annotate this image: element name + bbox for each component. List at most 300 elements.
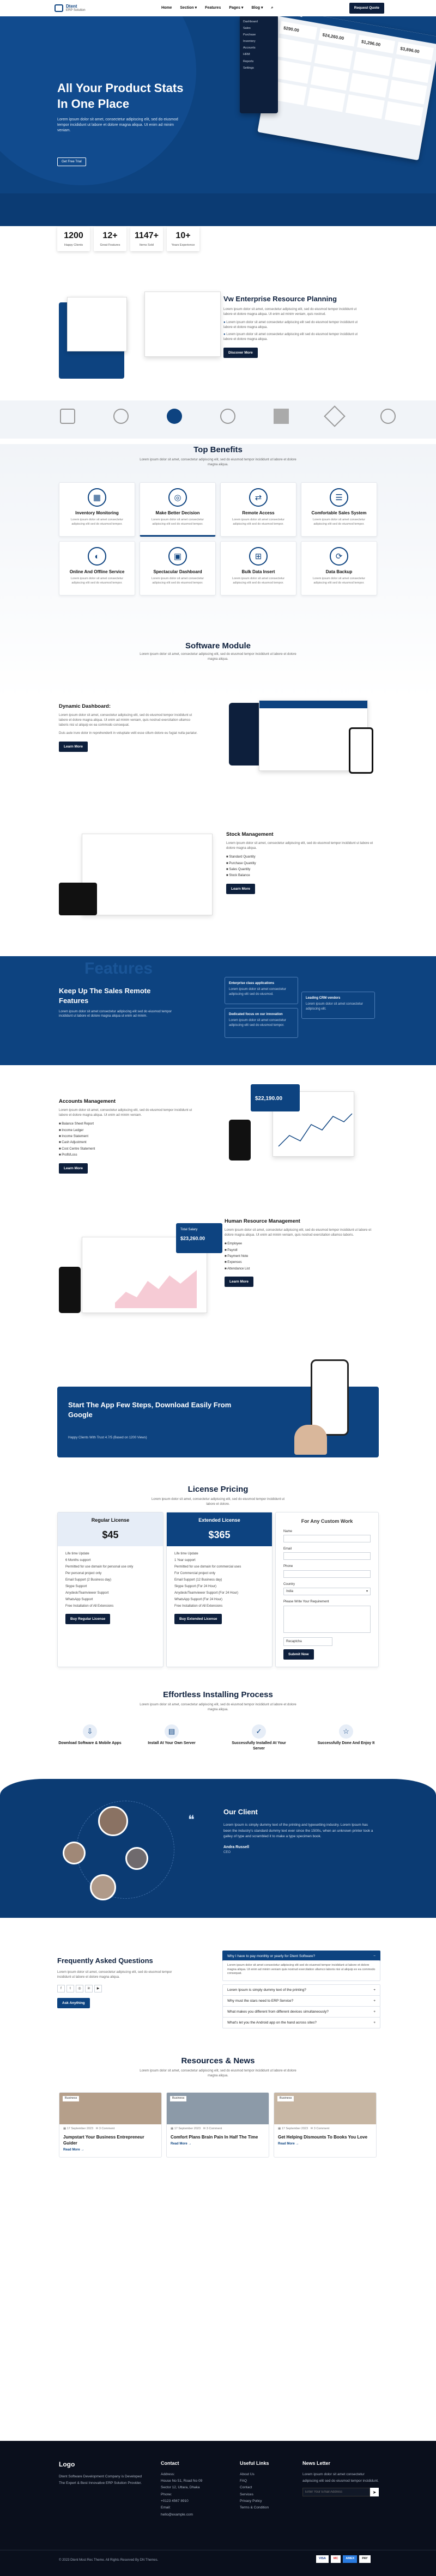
footer-contact-line: House No 51, Road No 09 xyxy=(161,2478,203,2483)
pricing-card-regular xyxy=(57,1512,164,1667)
install-step xyxy=(57,1724,123,1746)
accounts-text: Lorem ipsum dolor sit amet, consectetur adipiscing elit, sed do eiusmod tempor incididunt ut labore et dolore magna aliqua. Ut enim ad minim veniam. xyxy=(59,1109,192,1117)
erp-text: Lorem ipsum dolor sit amet, consectetur adipiscing elit, sed do eiusmod tempor incididunt ut labore et dolore magna aliqua. Ut enim ad minim veniam, quis nostrud. xyxy=(223,308,357,317)
accounts-section xyxy=(0,1065,436,1212)
benefits-section xyxy=(0,444,436,700)
stock-point xyxy=(226,867,373,873)
stock-point-label: Stock Balance xyxy=(229,874,250,878)
arrow-right-icon: → xyxy=(81,2148,84,2152)
footer-link[interactable]: Services xyxy=(240,2492,253,2496)
install-step xyxy=(313,1724,379,1746)
faq-item[interactable] xyxy=(222,1995,380,2007)
newsletter-title: News Letter xyxy=(302,2460,331,2466)
benefit-title: Spectacular Dashboard xyxy=(153,569,202,574)
newsletter-text: Lorem ipsum dolor sit amet consectetur adipiscing elit sed do eiusmod tempor incididunt. xyxy=(302,2472,379,2483)
hr-section xyxy=(0,1212,436,1359)
learn-more-button[interactable]: Learn More xyxy=(226,884,255,894)
learn-more-button[interactable]: Learn More xyxy=(59,1163,88,1174)
plan-feature: WhatsApp Support (For 24 Hour) xyxy=(174,1597,223,1601)
menu-item: Reports xyxy=(243,59,254,63)
accounts-point-label: Balance Sheet Report xyxy=(62,1122,94,1126)
dynamic-text: Duis aute irure dolor in reprehenderit in voluptate velit esse cillum dolore eu fugiat nulla pariatur. xyxy=(59,732,198,736)
accounts-point xyxy=(59,1140,201,1146)
client-avatar xyxy=(90,1874,116,1900)
hr-point-label: Expenses xyxy=(227,1261,242,1265)
client-role: CEO xyxy=(223,1851,231,1855)
plan-feature: Life time Update xyxy=(65,1552,89,1556)
read-more-label: Read More xyxy=(63,2148,80,2152)
instagram-icon[interactable]: ◎ xyxy=(76,1985,83,1992)
read-more-link[interactable] xyxy=(274,2140,376,2148)
check-icon: ● xyxy=(223,321,227,325)
footer-link[interactable]: About Us xyxy=(240,2472,255,2476)
module-tile xyxy=(310,66,349,90)
calendar-icon: ▦ xyxy=(63,2127,67,2130)
remote-title: Keep Up The Sales Remote Features xyxy=(59,987,151,1005)
faq-question: What's let you the Android app on the hand across sites? xyxy=(227,2021,317,2025)
inventory-icon: ▦ xyxy=(88,488,106,507)
news-comments: 3 Comment xyxy=(206,2127,222,2130)
read-more-label: Read More xyxy=(171,2142,187,2146)
plan-feature: Permitted for use domain for personal use only xyxy=(65,1565,134,1569)
nav-blog-label: Blog xyxy=(251,6,260,10)
module-tile xyxy=(306,88,345,112)
site-header xyxy=(0,0,436,16)
amount-card: $1,296.00 xyxy=(357,35,395,53)
faq-text: Lorem ipsum dolor sit amet, consectetur adipiscing elit, sed do eiusmod tempor incididunt ut labore et dolore magna aliqua. xyxy=(57,1971,172,1979)
plan-price: $365 xyxy=(208,1529,231,1540)
recaptcha-label: Recaptcha xyxy=(286,1639,302,1643)
benefit-text: Lorem ipsum dolor sit amet consectetur adipiscing elit sed do eiusmod tempor. xyxy=(232,518,285,526)
remote-feature-card xyxy=(301,992,375,1019)
form-label: Please Write Your Requirement xyxy=(283,1600,329,1604)
footer-link[interactable]: Terms & Condition xyxy=(240,2506,269,2510)
newsletter-email-input[interactable] xyxy=(302,2488,370,2496)
form-label: Name xyxy=(283,1529,293,1533)
form-label: Email xyxy=(283,1547,292,1551)
stat-value: 12+ xyxy=(102,231,118,240)
bullet-icon: ■ xyxy=(59,1147,62,1151)
benefit-card[interactable] xyxy=(59,482,135,537)
send-icon[interactable]: ➤ xyxy=(370,2488,379,2496)
footer-link[interactable]: Contact xyxy=(240,2486,252,2490)
stat-label: Years Experience xyxy=(171,243,195,247)
benefit-title: Inventory Monitoring xyxy=(75,511,119,515)
amount-card: $290.00 xyxy=(279,21,317,40)
news-card[interactable] xyxy=(59,2092,162,2158)
calendar-icon: ▦ xyxy=(171,2127,174,2130)
benefit-card[interactable] xyxy=(220,541,296,596)
footer-links-title: Useful Links xyxy=(240,2460,269,2466)
remote-icon: ⇄ xyxy=(249,488,268,507)
accounts-point xyxy=(59,1152,201,1158)
benefit-title: Comfortable Sales System xyxy=(311,511,367,515)
install-step xyxy=(139,1724,204,1746)
bullet-icon: ■ xyxy=(225,1261,228,1265)
plus-icon: + xyxy=(373,2010,376,2014)
news-date: 17 September 2023 xyxy=(174,2127,201,2130)
benefit-text: Lorem ipsum dolor sit amet consectetur adipiscing elit sed do eiusmod tempor. xyxy=(70,577,124,585)
hr-point-label: Attendance List xyxy=(227,1267,250,1271)
stock-point xyxy=(226,854,373,860)
email-input[interactable] xyxy=(283,1552,371,1560)
hero-text: Lorem ipsum dolor sit amet, consectetur adipiscing elit, sed do eiusmod tempor incididunt ut labore et dolore magna aliqua. Ut enim ad minim veniam. xyxy=(57,118,178,132)
accounts-title: Accounts Management xyxy=(59,1098,116,1104)
site-footer xyxy=(0,2441,436,2576)
plan-name: Regular License xyxy=(91,1517,130,1523)
thumbs-up-icon: ☆ xyxy=(339,1724,353,1739)
client-title: Our Client xyxy=(223,1808,258,1816)
copyright-text: © 2023 Dtent Most Rec Theme. All Rights Reserved By DN Themes. xyxy=(59,2559,159,2562)
accounts-point-label: Profit/Loss xyxy=(62,1153,77,1157)
news-card[interactable] xyxy=(274,2092,377,2158)
accounts-value-card: $22,190.00 xyxy=(251,1084,300,1111)
stock-section xyxy=(0,825,436,956)
plan-feature: Life time Update xyxy=(174,1552,198,1556)
dashboard-icon: ▣ xyxy=(168,547,187,566)
stock-point xyxy=(226,873,373,879)
nav-pages[interactable] xyxy=(229,5,243,11)
tablet-mockup xyxy=(59,883,97,915)
brand-tagline: ERP Solution xyxy=(66,9,86,12)
plan-price: $45 xyxy=(102,1529,119,1540)
learn-more-button[interactable]: Learn More xyxy=(59,742,88,752)
news-image xyxy=(274,2093,376,2124)
menu-item: Inventory xyxy=(243,40,256,44)
bullet-icon: ■ xyxy=(225,1248,228,1252)
hero-title: All Your Product Stats In One Place xyxy=(57,81,184,111)
benefit-text: Lorem ipsum dolor sit amet consectetur adipiscing elit sed do eiusmod tempor. xyxy=(312,577,366,585)
app-section xyxy=(0,1359,436,1468)
nav-section[interactable] xyxy=(180,5,197,11)
search-icon[interactable]: ⌕ xyxy=(271,6,274,10)
discover-more-button[interactable]: Discover More xyxy=(223,348,258,358)
backup-icon: ⟳ xyxy=(330,547,348,566)
benefit-card[interactable] xyxy=(59,541,135,596)
bullet-icon: ■ xyxy=(225,1255,228,1259)
erp-point xyxy=(223,332,365,342)
country-select[interactable] xyxy=(283,1588,371,1595)
plan-feature: WhatsApp Support xyxy=(65,1597,93,1601)
accounts-point xyxy=(59,1134,201,1140)
erp-point xyxy=(223,320,365,330)
stat-label: Happy Clients xyxy=(64,243,83,247)
bullet-icon: ■ xyxy=(59,1135,62,1139)
hr-salary-card xyxy=(176,1223,222,1253)
stat-value: 1147+ xyxy=(134,231,159,240)
hr-salary-value: $23,260.00 xyxy=(180,1236,205,1242)
plus-icon: + xyxy=(373,2021,376,2025)
step-label: Successfully Installed At Your Server xyxy=(232,1741,286,1751)
nav-features[interactable]: Features xyxy=(205,6,221,10)
footer-about: Dtent Software Development Company is Developed The Expert & Best Innovative ERP Solution Provider. xyxy=(59,2474,142,2486)
bullet-icon: ■ xyxy=(226,868,229,872)
amount-card: $3,896.00 xyxy=(396,42,434,60)
ask-anything-button[interactable]: Ask Anything xyxy=(57,1998,90,2008)
sales-icon: ☰ xyxy=(330,488,348,507)
free-trial-button[interactable]: Get Free Trial xyxy=(57,157,86,166)
module-tile xyxy=(346,94,384,119)
menu-item: Settings xyxy=(243,66,254,70)
plan-feature: Skype Support xyxy=(65,1584,87,1588)
modules-title: Software Module xyxy=(185,641,251,651)
footer-contact-line: Address: xyxy=(161,2472,175,2476)
faq-question: What makes you different from different devices simultaneously? xyxy=(227,2010,329,2014)
news-card[interactable] xyxy=(166,2092,269,2158)
arrow-right-icon: → xyxy=(188,2142,192,2146)
stock-point xyxy=(226,861,373,867)
twitter-icon[interactable]: t xyxy=(66,1985,74,1992)
custom-work-title: For Any Custom Work xyxy=(301,1518,353,1524)
remote-feature-text: Lorem ipsum dolor sit amet consectetur adipiscing elit sed do eiusmod tempor. xyxy=(229,1019,287,1027)
news-tag: Business xyxy=(170,2096,186,2101)
main-nav xyxy=(161,5,273,11)
app-rating-text: Happy Clients With Trust 4.7/5 (Based on 1200 Views) xyxy=(68,1436,147,1439)
menu-item: Dashboard xyxy=(243,20,258,23)
bullet-icon: ■ xyxy=(59,1141,62,1145)
faq-title: Frequently Asked Questions xyxy=(57,1957,153,1965)
youtube-icon[interactable]: ▶ xyxy=(94,1985,102,1992)
plan-feature: Free Installation of All Extensions xyxy=(174,1604,223,1608)
step-label: Successfully Done And Enjoy It xyxy=(317,1741,375,1745)
footer-logo[interactable]: Logo xyxy=(59,2460,75,2468)
benefit-title: Online And Offline Service xyxy=(69,569,125,574)
news-headline[interactable]: Comfort Plans Brain Pain In Half The Time xyxy=(171,2134,258,2140)
stock-point-label: Standard Quantity xyxy=(229,855,256,859)
plan-feature: 6 Months support xyxy=(65,1558,91,1562)
hr-point xyxy=(225,1254,377,1260)
amex-icon: AMEX xyxy=(343,2555,357,2563)
news-headline[interactable]: Jumpstart Your Business Entrepreneur Guider xyxy=(63,2134,144,2146)
pricing-subtitle: Lorem ipsum dolor sit amet, consectetur adipiscing elit, sed do eiusmod tempor incididunt ut labore et dolore. xyxy=(151,1498,285,1506)
chevron-down-icon: ▾ xyxy=(366,1590,368,1594)
benefit-card[interactable] xyxy=(140,482,216,537)
stock-title: Stock Management xyxy=(226,831,274,837)
install-section xyxy=(0,1686,436,1779)
logo-icon xyxy=(55,4,63,12)
nav-home[interactable]: Home xyxy=(161,6,172,10)
phone-input[interactable] xyxy=(283,1570,371,1578)
brand-logo[interactable] xyxy=(55,4,86,12)
partner-logo-icon xyxy=(60,409,75,424)
benefit-title: Bulk Data Insert xyxy=(241,569,275,574)
stock-point-label: Purchase Quantity xyxy=(229,861,256,865)
learn-more-button[interactable]: Learn More xyxy=(225,1277,253,1287)
erp-title: Vw Enterprise Resource Planning xyxy=(223,295,337,303)
faq-section xyxy=(0,1918,436,2049)
dynamic-text: Lorem ipsum dolor sit amet, consectetur adipiscing elit, sed do eiusmod tempor incididunt ut labore et dolore magna aliqua. Ut enim ad minim veniam, quis nostrud exercitation ullamco laboris nisi ut aliquip ex ea commodo consequat. xyxy=(59,714,192,727)
benefits-subtitle: Lorem ipsum dolor sit amet, consectetur adipiscing elit, sed do eiusmod tempor incididunt ut labore et dolore magna aliqua. xyxy=(140,458,296,466)
plus-icon: + xyxy=(373,1988,376,1992)
menu-item: Sales xyxy=(243,27,251,31)
bullet-icon: ■ xyxy=(59,1153,62,1157)
hr-title: Human Resource Management xyxy=(225,1218,300,1224)
form-label: Country xyxy=(283,1582,295,1586)
footer-contact-line: +0123 4567 8910 xyxy=(161,2499,189,2503)
news-date: 17 September 2023 xyxy=(66,2127,94,2130)
desktop-mockup-bar xyxy=(259,701,367,708)
hr-point xyxy=(225,1241,377,1247)
comment-icon: ✉ xyxy=(203,2127,207,2130)
news-date: 17 September 2023 xyxy=(281,2127,308,2130)
chevron-down-icon: ▾ xyxy=(241,6,244,10)
name-input[interactable] xyxy=(283,1535,371,1542)
news-headline[interactable]: Get Helping Dismounts To Books You Love xyxy=(278,2134,368,2140)
partner-logo-icon xyxy=(220,409,235,424)
menu-item: Purchase xyxy=(243,33,256,37)
hr-point xyxy=(225,1260,377,1266)
faq-item[interactable] xyxy=(222,2017,380,2028)
partner-logo-icon xyxy=(324,405,346,427)
benefit-card[interactable] xyxy=(301,482,377,537)
module-tile xyxy=(349,73,388,98)
nav-section-label: Section xyxy=(180,6,194,10)
benefit-card[interactable] xyxy=(301,541,377,596)
benefit-title: Remote Access xyxy=(242,511,275,515)
benefit-text: Lorem ipsum dolor sit amet consectetur adipiscing elit sed do eiusmod tempor. xyxy=(70,518,124,526)
plan-features xyxy=(58,1546,163,1614)
requirement-textarea[interactable] xyxy=(283,1606,371,1633)
plan-feature: Email Support (2 Business day) xyxy=(65,1578,112,1582)
calendar-icon: ▦ xyxy=(278,2127,282,2130)
read-more-label: Read More xyxy=(278,2142,295,2146)
faq-answer: Lorem ipsum dolor sit amet consectetur adipiscing elit sed do eiusmod tempor incididunt ut labore et dolore magna aliqua. Ut enim ad minim veniam quis nostrud exercitation ullamco laboris nisi ut aliquip ex ea commodo consequat. xyxy=(222,1960,380,1981)
dynamic-dashboard-section xyxy=(0,700,436,825)
submit-button[interactable]: Submit Now xyxy=(283,1649,314,1660)
bullet-icon: ■ xyxy=(225,1267,227,1271)
footer-link[interactable]: FAQ xyxy=(240,2478,247,2483)
install-title: Effortless Installing Process xyxy=(163,1690,273,1699)
remote-text: Lorem ipsum dolor sit amet consectetur adipiscing elit sed do eiusmod tempor incididunt ut labore et dolore magna aliqua ut enim ad minim. xyxy=(59,1010,172,1018)
visa-icon: VISA xyxy=(316,2555,329,2563)
partner-logo-icon xyxy=(274,409,289,424)
linkedin-icon[interactable]: in xyxy=(85,1985,93,1992)
client-section xyxy=(0,1779,436,1918)
chart-area xyxy=(115,1270,197,1308)
hr-point-label: Payment Note xyxy=(227,1255,249,1259)
features-watermark: Features xyxy=(84,959,153,977)
buy-regular-button[interactable]: Buy Regular License xyxy=(65,1614,110,1624)
benefit-card[interactable] xyxy=(140,541,216,596)
chevron-down-icon: ▾ xyxy=(261,6,263,10)
facebook-icon[interactable]: f xyxy=(57,1985,65,1992)
plan-feature: 1 Year support xyxy=(174,1558,196,1562)
accounts-point-label: Income Statement xyxy=(62,1135,88,1139)
online-icon: ◐ xyxy=(88,547,106,566)
amount-card: $24,260.00 xyxy=(318,28,356,46)
server-icon: ▤ xyxy=(165,1724,179,1739)
chart-line xyxy=(278,1114,352,1146)
plan-feature: Email Support (12 Business day) xyxy=(174,1578,222,1582)
minus-icon: − xyxy=(373,1954,376,1958)
bullet-icon: ■ xyxy=(225,1242,228,1246)
client-avatar xyxy=(125,1847,148,1870)
faq-item[interactable] xyxy=(222,2006,380,2018)
bullet-icon: ■ xyxy=(226,855,229,859)
plan-feature: Permitted for use domain for commercial uses xyxy=(174,1565,241,1569)
step-label: Download Software & Mobile Apps xyxy=(58,1741,122,1745)
accounts-point-label: Cash Adjustment xyxy=(62,1141,87,1145)
client-quote: Lorem Ipsum is simply dummy text of the printing and typesetting industry. Lorem Ipsum has been the industry's standard dummy text ever since the 1500s, when an unknown printer took a galley of type and scrambled it to make a type specimen book. xyxy=(223,1823,373,1838)
brand-name: Dtent xyxy=(66,4,77,9)
plan-features xyxy=(167,1546,272,1614)
news-image xyxy=(59,2093,161,2124)
menu-item: Accounts xyxy=(243,46,256,50)
menu-item: HRM xyxy=(243,53,250,57)
stock-points xyxy=(226,854,373,879)
nav-pages-label: Pages xyxy=(229,6,240,10)
recaptcha-box[interactable] xyxy=(283,1637,332,1646)
news-tag: Business xyxy=(277,2096,294,2101)
mastercard-icon: MC xyxy=(331,2555,341,2563)
hr-salary-label: Total Salary xyxy=(180,1228,198,1231)
bullet-icon: ■ xyxy=(226,861,229,865)
news-subtitle: Lorem ipsum dolor sit amet, consectetur adipiscing elit, sed do eiusmod tempor incididunt ut labore et dolore magna aliqua. xyxy=(140,2069,296,2077)
request-quote-button[interactable]: Request Quote xyxy=(349,3,384,13)
remote-feature-title: Dedicated focus on our innovation xyxy=(229,1013,283,1016)
bullet-icon: ■ xyxy=(226,874,229,878)
module-tile xyxy=(384,101,423,126)
benefit-text: Lorem ipsum dolor sit amet consectetur adipiscing elit sed do eiusmod tempor. xyxy=(151,577,204,585)
plan-feature: Per personal project only xyxy=(65,1571,102,1575)
plan-name: Extended License xyxy=(198,1517,240,1523)
remote-feature-card xyxy=(225,1008,298,1038)
footer-contact-title: Contact xyxy=(161,2460,179,2466)
erp-screen-dashboard xyxy=(67,297,127,351)
country-value: India xyxy=(286,1590,294,1594)
chevron-down-icon: ▾ xyxy=(195,6,197,10)
bullet-icon: ■ xyxy=(59,1122,62,1126)
custom-work-form xyxy=(275,1512,379,1667)
footer-link[interactable]: Privacy Policy xyxy=(240,2499,262,2503)
read-more-link[interactable] xyxy=(167,2140,269,2148)
read-more-link[interactable] xyxy=(59,2146,161,2154)
remote-feature-title: Leading CRM vendors xyxy=(306,997,341,1000)
news-comments: 3 Comment xyxy=(313,2127,330,2130)
footer-contact-line: Sector 12, Uttara, Dhaka xyxy=(161,2486,200,2490)
erp-screen-grid xyxy=(144,291,221,357)
arrow-right-icon: → xyxy=(295,2142,299,2146)
client-avatar xyxy=(98,1806,128,1836)
buy-extended-button[interactable]: Buy Extended License xyxy=(174,1614,222,1624)
quote-icon: ❝ xyxy=(188,1813,195,1826)
nav-blog[interactable] xyxy=(251,5,263,11)
benefit-card[interactable] xyxy=(220,482,296,537)
footer-contact-line: hello@example.com xyxy=(161,2512,193,2517)
stock-screen xyxy=(82,834,213,915)
hero-section xyxy=(0,0,436,226)
hero-dashboard-menu xyxy=(240,15,278,113)
check-icon: ● xyxy=(223,333,227,337)
accounts-point-label: Cost Centre Statement xyxy=(62,1147,95,1151)
comment-icon: ✉ xyxy=(310,2127,314,2130)
partner-logo-icon xyxy=(167,409,182,424)
install-subtitle: Lorem ipsum dolor sit amet, consectetur adipiscing elit, sed do eiusmod tempor incididunt ut labore et dolore magna aliqua. xyxy=(140,1703,296,1711)
remote-feature-text: Lorem ipsum dolor sit amet consectetur adipiscing elit. xyxy=(306,1003,364,1011)
faq-item[interactable] xyxy=(222,1984,380,1996)
stat-value: 1200 xyxy=(64,231,83,240)
phone-mockup xyxy=(349,727,373,774)
benefit-text: Lorem ipsum dolor sit amet consectetur adipiscing elit sed do eiusmod tempor. xyxy=(232,577,285,585)
bullet-icon: ■ xyxy=(59,1128,62,1132)
hr-point xyxy=(225,1266,377,1272)
dynamic-title: Dynamic Dashboard: xyxy=(59,703,111,709)
module-tile xyxy=(388,80,427,105)
erp-section xyxy=(0,226,436,444)
erp-point-text: Lorem ipsum dolor sit amet consectetur adipiscing elit sed do eiusmod tempor incididunt ut labore et dolore magna aliqua. xyxy=(223,321,358,330)
footer-contact-line: Phone: xyxy=(161,2492,172,2496)
faq-question: Lorem Ipsum is simply dummy text of the printing? xyxy=(227,1988,306,1992)
